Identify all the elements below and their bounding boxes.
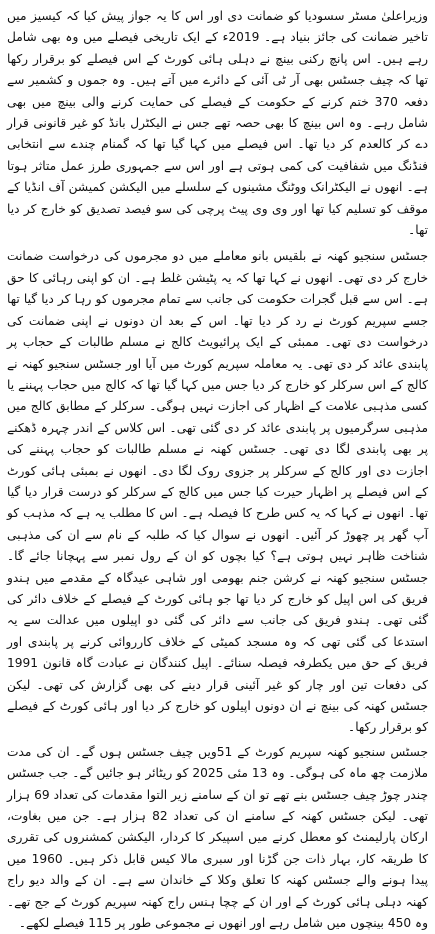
article-paragraph-3: جسٹس سنجیو کھنہ سپریم کورٹ کے 51ویں چیف جسٹس ہوں گے۔ ان کی مدت ملازمت چھ ماہ کی ہوگی۔ وہ 13 مئی 2025 کو ریٹائر ہو جائیں گے۔ جب جسٹس چندر چوڑ چیف جسٹس بنے تھے تو ان کے سامنے زیر التوا مقدمات کی تعداد 69 ہزار تھی۔ لیکن جسٹس کھنہ کے سامنے ان کی تعداد 82 ہزار ہے۔ جن میں بغاوت، ارکان پارلیمنٹ کو معطل کرنے میں اسپیکر کا کردار، الیکشن کمشنروں کی تقرری کا طریقہ کار، بہار ذات جن گڑنا اور سبری مالا کیس قابل ذکر ہیں۔ 1960 میں پیدا ہونے والے جسٹس کھنہ کا تعلق وکلا کے خاندان سے ہے۔ ان کے والد دیو راج کھنہ دہلی ہائی کورٹ کے اور ان کے چچا ہنس راج کھنہ سپریم کورٹ کے جج تھے۔ وہ 450 بینچوں میں شامل رہے اور انھوں نے مجموعی طور پر 115 فیصلے لکھے۔: [7, 744, 429, 931]
article-paragraph-2: جسٹس سنجیو کھنہ نے بلقیس بانو معاملے میں دو مجرموں کی درخواست ضمانت خارج کر دی تھی۔ انھوں نے کہا تھا کہ یہ پٹیشن غلط ہے۔ ان کو اپنی رہائی کا حق ہے۔ اس سے قبل گجرات حکومت کی جانب سے تمام مجرموں کو رہا کر دیا گیا تھا جسے سپریم کورٹ نے رد کر دیا تھا۔ اس کے بعد ان دونوں نے اپنی ضمانت کی درخواست دی تھی۔ ممبئی کے ایک پرائیویٹ کالج نے مسلم طالبات کے حجاب پر پابندی عائد کر دی تھی۔ یہ معاملہ سپریم کورٹ میں آیا اور جسٹس سنجیو کھنہ نے کالج کے اس سرکلر کو خارج کر دیا جس میں کہا گیا تھا کہ کالج میں حجاب پہننے یا کسی مذہبی علامت کے اظہار کی اجازت نہیں ہوگی۔ سرکلر کے مطابق کالج میں مذہبی سرگرمیوں پر پابندی عائد کر دی گئی تھی۔ اس کلاس کے اندر چہرہ ڈھکنے پر بھی پابندی لگا دی تھی۔ جسٹس کھنہ نے مسلم طالبات کو حجاب پہننے کی اجازت دی اور کالج کے سرکلر پر جزوی روک لگا دی۔ انھوں نے بمبئی ہائی کورٹ کے اس فیصلے پر اظہار حیرت کیا جس میں کالج کے سرکلر کو درست قرار دیا گیا تھا۔ انھوں نے کہا کہ یہ کس طرح کا فیصلہ ہے۔ اس کا مطلب یہ ہے کہ مذہب کو آپ گھر پر چھوڑ کر آئیں۔ انھوں نے سوال کیا کہ طلبہ کے نام سے ان کی مذہبی شناخت ظاہر نہیں ہوتی ہے؟ کیا بچوں کو ان کے رول نمبر سے پہچانا جائے گا۔ جسٹس سنجیو کھنہ نے کرشن جنم بھومی اور شاہی عیدگاہ کے مقدمے میں ہندو فریق کی اس اپیل کو خارج کر دیا تھا جو ہائی کورٹ کے فیصلے کے خلاف دائر کی گئی تھی۔ ہندو فریق کی جانب سے دائر کی گئی دو اپیلوں میں عدالت سے یہ استدعا کی گئی تھی کہ وہ مسجد کمیٹی کے خلاف کارروائی کرنے پر پابندی اور فریق کے حق میں یکطرفہ فیصلہ سنائے۔ اپیل کنندگان نے عبادت گاہ قانون 1991 کی دفعات تین اور چار کو غیر آئینی قرار دینے کی بھی گزارش کی تھی۔ لیکن جسٹس کھنہ کی بینچ نے ان دونوں اپیلوں کو خارج کر دیا اور ہائی کورٹ کے فیصلے کو برقرار رکھا۔: [7, 249, 428, 735]
article-paragraph-1: وزیراعلیٰ مسٹر سسودیا کو ضمانت دی اور اس کا یہ جواز پیش کیا کہ کیسیز میں تاخیر ضمانت کی جائز بنیاد ہے۔ 2019ء کے ایک تاریخی فیصلے میں وہ بھی شامل رہے ہیں۔ اس پانچ رکنی بینچ نے دہلی ہائی کورٹ کے اس فیصلے کو برقرار رکھا تھا کہ چیف جسٹس بھی آر ٹی آئی کے دائرے میں آتے ہیں۔ وہ جموں و کشمیر سے دفعہ 370 ختم کرنے کے حکومت کے فیصلے کی حمایت کرنے والی بینچ میں بھی شامل رہے۔ وہ اس بینچ کا بھی حصہ تھے جس نے الیکٹرل بانڈ کو غیر قانونی قرار دے کر کالعدم کر دیا تھا۔ اس فیصلے میں کہا گیا تھا کہ گمنام چندے سے انتخابی فنڈنگ میں شفافیت کی کمی ہوتی ہے اور اس سے جمہوری طرز عمل متاثر ہوتا ہے۔ انھوں نے الیکٹرانک ووٹنگ مشینوں کے سلسلے میں الیکشن کمیشن آف انڈیا کے موقف کو تسلیم کیا تھا اور وی وی پیٹ پرچی کی سو فیصد تصدیق کو خارج کر دیا تھا۔: [7, 9, 428, 238]
